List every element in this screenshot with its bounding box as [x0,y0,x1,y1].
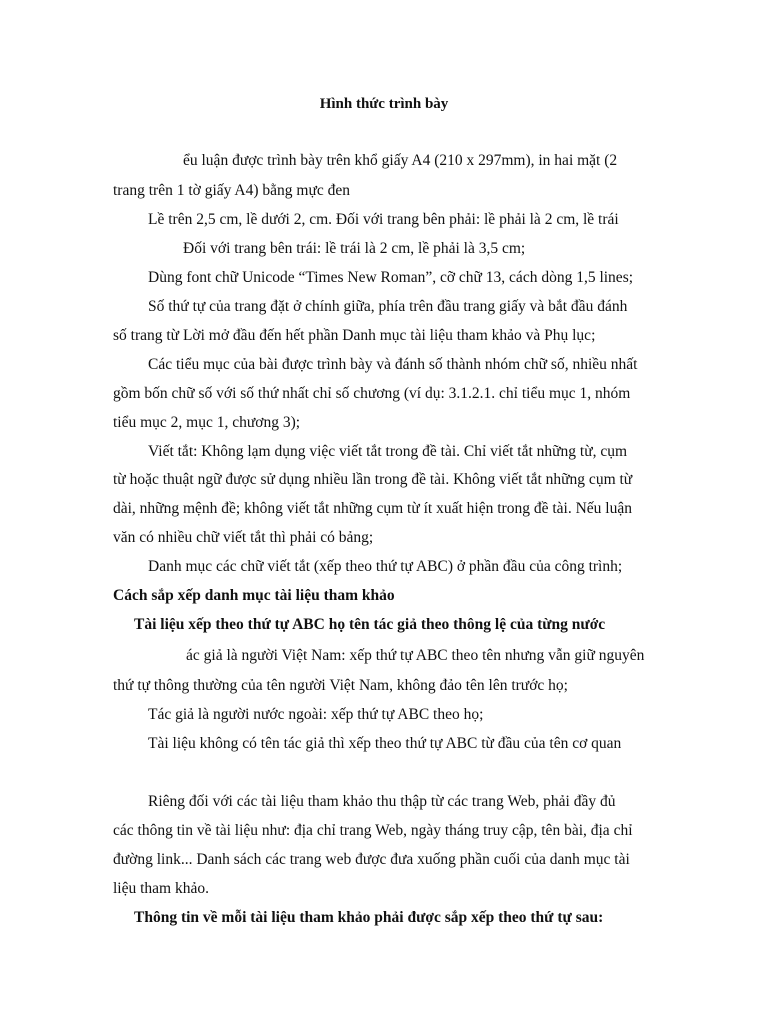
subheading-author-order: Tài liệu xếp theo thứ tự ABC họ tên tác giả theo thông lệ của từng nước [134,616,606,633]
paragraph-margins-left-page: Đối với trang bên trái: lề trái là 2 cm, lề phải là 3,5 cm; [183,240,526,257]
paragraph-page-numbering-line-1: Số thứ tự của trang đặt ở chính giữa, phía trên đầu trang giấy và bắt đầu đánh [148,298,628,315]
paragraph-web-references-line-2: các thông tin về tài liệu như: địa chỉ trang Web, ngày tháng truy cập, tên bài, địa chỉ [113,822,633,839]
paragraph-web-references-line-3: đường link... Danh sách các trang web được đưa xuống phần cuối của danh mục tài [113,851,630,868]
paragraph-web-references-line-4: liệu tham khảo. [113,880,209,897]
paragraph-paper-size-line-1: ểu luận được trình bày trên khổ giấy A4 (210 x 297mm), in hai mặt (2 [183,152,618,169]
paragraph-vietnamese-authors-line-1: ác giả là người Việt Nam: xếp thứ tự ABC theo tên nhưng vẫn giữ nguyên [186,647,645,664]
paragraph-abbreviations-line-2: từ hoặc thuật ngữ được sử dụng nhiều lần trong đề tài. Không viết tắt những cụm từ [113,471,633,488]
paragraph-abbreviations-line-1: Viết tắt: Không lạm dụng việc viết tắt trong đề tài. Chỉ viết tắt những từ, cụm [148,443,628,460]
heading-reference-ordering: Cách sắp xếp danh mục tài liệu tham khảo [113,587,395,604]
paragraph-vietnamese-authors-line-2: thứ tự thông thường của tên người Việt Nam, không đảo tên lên trước họ; [113,677,568,694]
paragraph-abbreviations-line-3: dài, những mệnh đề; không viết tắt những cụm từ ít xuất hiện trong đề tài. Nếu luận [113,500,632,517]
document-title: Hình thức trình bày [319,96,449,112]
paragraph-subsection-numbering-line-1: Các tiểu mục của bài được trình bày và đánh số thành nhóm chữ số, nhiều nhất [148,356,638,373]
subheading-reference-info-order: Thông tin về mỗi tài liệu tham khảo phải được sắp xếp theo thứ tự sau: [134,909,604,926]
paragraph-abbreviations-line-4: văn có nhiều chữ viết tắt thì phải có bảng; [113,529,374,546]
paragraph-subsection-numbering-line-2: gồm bốn chữ số với số thứ nhất chỉ số chương (ví dụ: 3.1.2.1. chỉ tiểu mục 1, nhóm [113,385,631,402]
paragraph-no-author: Tài liệu không có tên tác giả thì xếp theo thứ tự ABC từ đầu của tên cơ quan [148,735,622,752]
paragraph-web-references-line-1: Riêng đối với các tài liệu tham khảo thu thập từ các trang Web, phải đầy đủ [148,793,616,810]
paragraph-foreign-authors: Tác giả là người nước ngoài: xếp thứ tự ABC theo họ; [148,706,484,723]
paragraph-paper-size-line-2: trang trên 1 tờ giấy A4) bằng mực đen [113,182,350,199]
paragraph-page-numbering-line-2: số trang từ Lời mở đầu đến hết phần Danh mục tài liệu tham khảo và Phụ lục; [113,327,596,344]
paragraph-subsection-numbering-line-3: tiểu mục 2, mục 1, chương 3); [113,414,301,431]
paragraph-font-spec: Dùng font chữ Unicode “Times New Roman”, cỡ chữ 13, cách dòng 1,5 lines; [148,269,634,286]
paragraph-abbreviation-list: Danh mục các chữ viết tắt (xếp theo thứ tự ABC) ở phần đầu của công trình; [148,558,623,575]
paragraph-margins-right-page: Lề trên 2,5 cm, lề dưới 2, cm. Đối với trang bên phải: lề phải là 2 cm, lề trái [148,211,619,228]
